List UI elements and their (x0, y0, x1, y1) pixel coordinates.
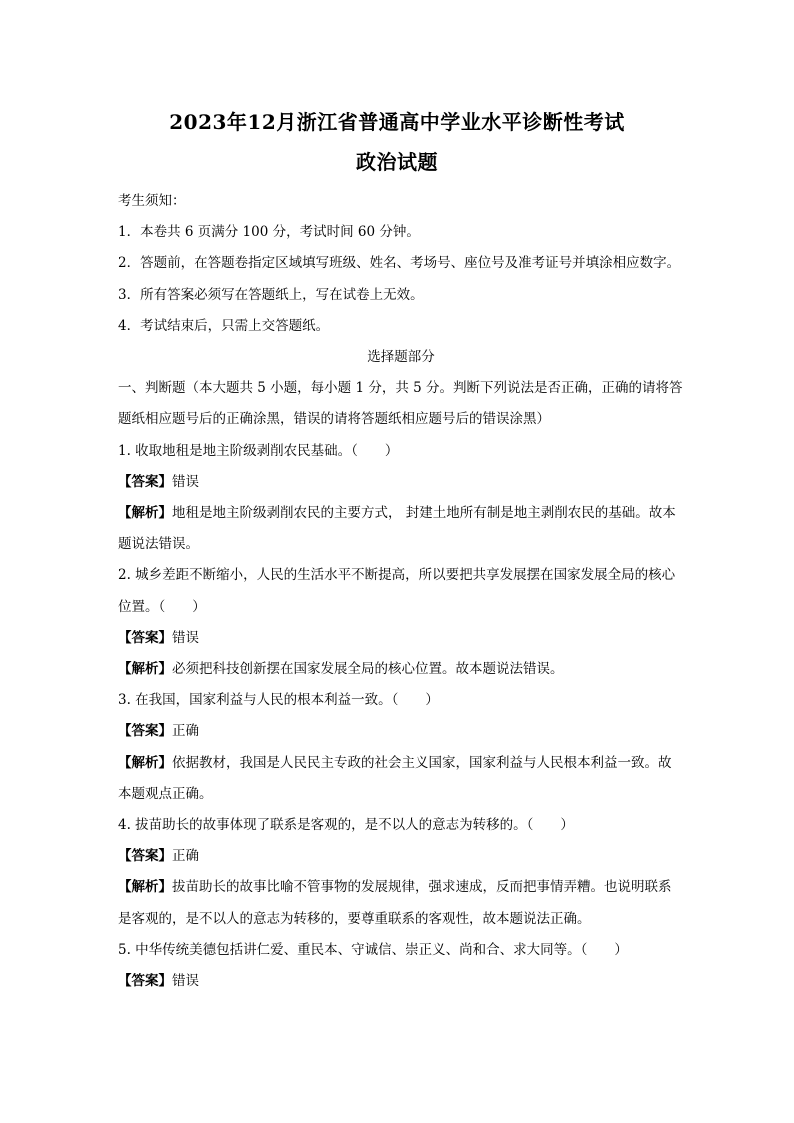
analysis-label: 【解析】 (118, 754, 172, 771)
answer-label: 【答案】 (118, 473, 172, 490)
section-title: 选择题部分 (367, 349, 435, 366)
analysis-line (118, 654, 684, 685)
analysis-text: 依据教材，我国是人民民主专政的社会主义国家，国家利益与人民根本利益一致。故本题观点正确。 (118, 754, 672, 802)
answer-value: 正确 (172, 723, 199, 740)
section-intro: 一、判断题（本大题共 5 小题，每小题 1 分，共 5 分。判断下列说法是否正确，正确的请将答题纸相应题号后的正确涂黑，错误的请将答题纸相应题号后的错误涂黑） (118, 380, 683, 428)
notice-item: 2．答题前，在答题卷指定区域填写班级、姓名、考场号、座位号及准考证号并填涂相应数字。 (118, 255, 681, 272)
answer-label: 【答案】 (118, 973, 172, 990)
question-text: 4. 拔苗助长的故事体现了联系是客观的，是不以人的意志为转移的。（ ） (118, 817, 574, 834)
answer-label: 【答案】 (118, 848, 172, 865)
answer-value: 正确 (172, 848, 199, 865)
notice-item: 3．所有答案必须写在答题纸上，写在试卷上无效。 (118, 286, 424, 303)
answer-line (118, 716, 684, 747)
notice-heading: 考生须知： (118, 193, 186, 209)
analysis-line (118, 748, 684, 810)
analysis-text: 拔苗助长的故事比喻不管事物的发展规律，强求速成，反而把事情弄糟。也说明联系是客观的，是不以人的意志为转移的，要尊重联系的客观性，故本题说法正确。 (118, 879, 672, 927)
answer-value: 错误 (172, 973, 199, 990)
notice-item: 4．考试结束后，只需上交答题纸。 (118, 317, 330, 334)
answer-label: 【答案】 (118, 723, 172, 740)
page-title: 2023年12月浙江省普通高中学业水平诊断性考试 (169, 110, 625, 134)
analysis-line (118, 872, 684, 934)
answer-label: 【答案】 (118, 629, 172, 646)
answer-line (118, 467, 684, 498)
page-subtitle: 政治试题 (356, 150, 438, 174)
question-text: 2. 城乡差距不断缩小，人民的生活水平不断提高，所以要把共享发展摆在国家发展全局的核心位置。（ ） (118, 567, 676, 615)
answer-value: 错误 (172, 473, 199, 490)
analysis-text: 必须把科技创新摆在国家发展全局的核心位置。故本题说法错误。 (172, 661, 564, 678)
analysis-label: 【解析】 (118, 661, 172, 678)
question-text: 5. 中华传统美德包括讲仁爱、重民本、守诚信、崇正义、尚和合、求大同等。（ ） (118, 941, 628, 958)
question-text: 1. 收取地租是地主阶级剥削农民基础。（ ） (118, 442, 399, 459)
question-text: 3. 在我国，国家利益与人民的根本利益一致。（ ） (118, 692, 439, 709)
answer-value: 错误 (172, 629, 199, 646)
document-body (118, 186, 684, 997)
answer-line (118, 966, 684, 997)
answer-line (118, 841, 684, 872)
notice-item: 1．本卷共 6 页满分 100 分，考试时间 60 分钟。 (118, 224, 420, 241)
analysis-label: 【解析】 (118, 505, 172, 522)
analysis-line (118, 498, 684, 560)
analysis-label: 【解析】 (118, 879, 172, 896)
analysis-text: 地租是地主阶级剥削农民的主要方式， 封建土地所有制是地主剥削农民的基础。故本题说法错误。 (118, 505, 676, 553)
answer-line (118, 623, 684, 654)
